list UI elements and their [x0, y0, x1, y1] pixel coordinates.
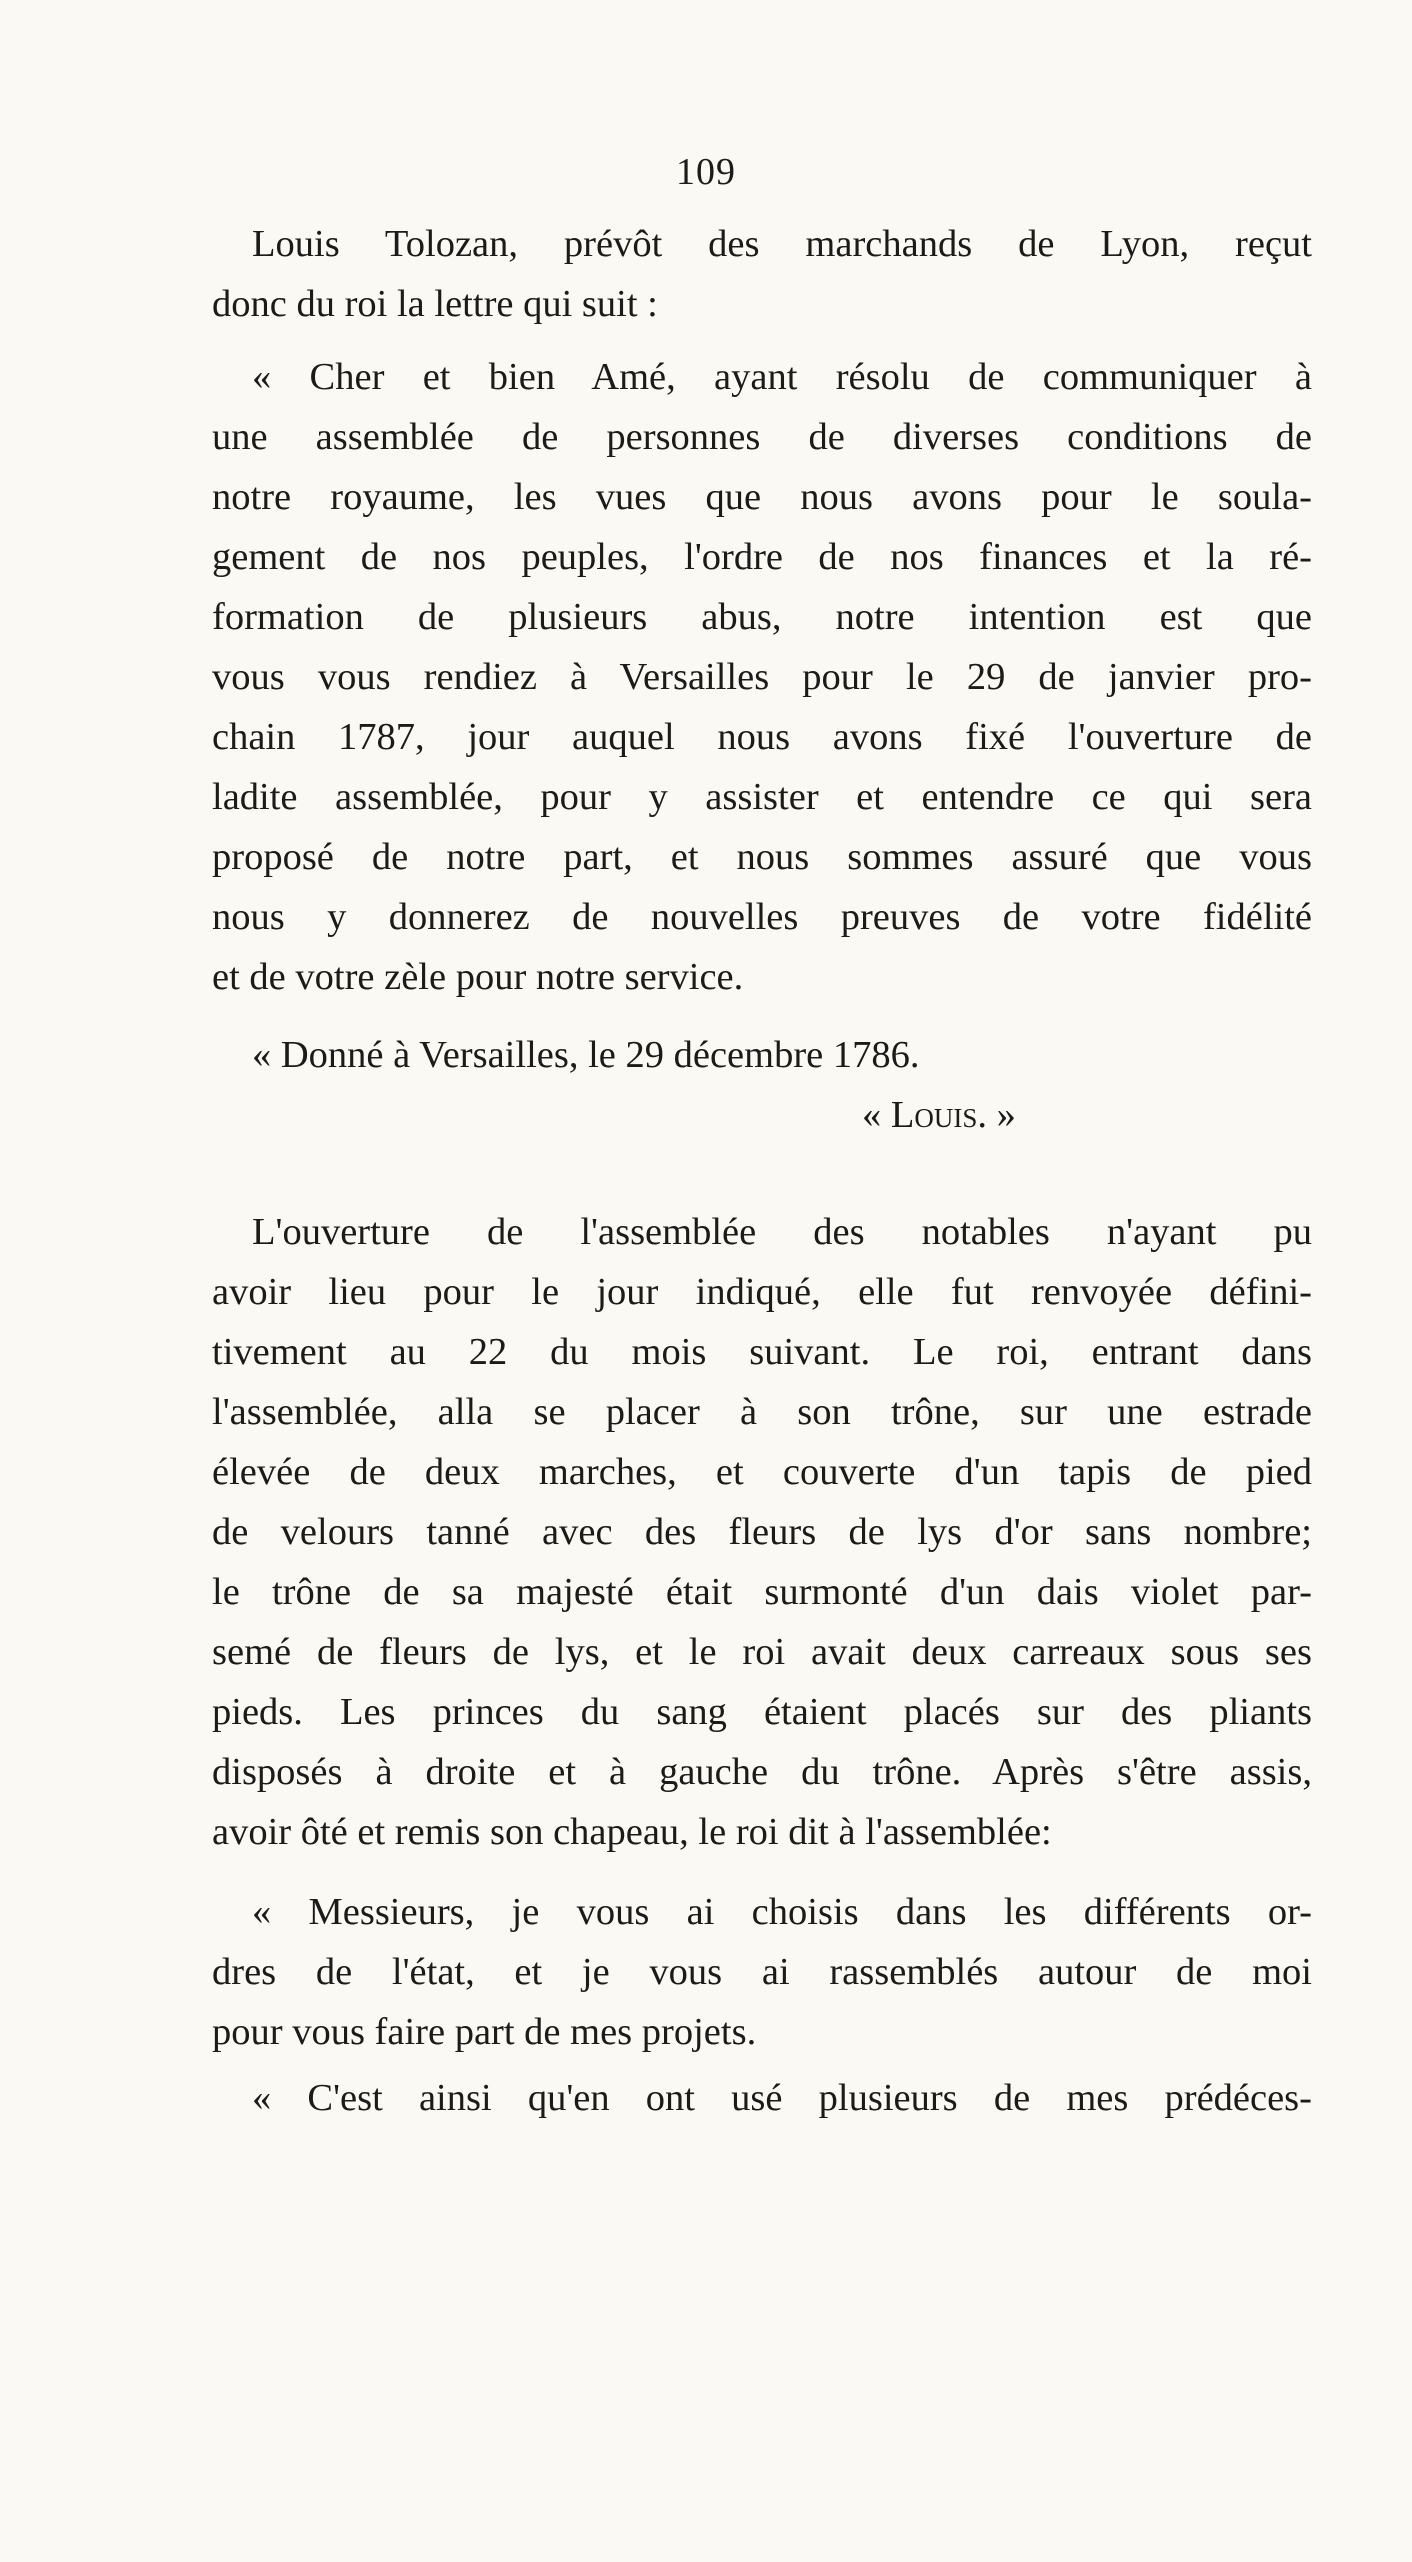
dateline: « Donné à Versailles, le 29 décembre 1786. [252, 1034, 920, 1076]
text-line: ladite assemblée, pour y assister et entendre ce qui sera [212, 776, 1312, 818]
text-line: notre royaume, les vues que nous avons pour le soula- [212, 476, 1312, 518]
text-line: disposés à droite et à gauche du trône. Après s'être assis, [212, 1751, 1312, 1793]
text-line: donc du roi la lettre qui suit : [212, 283, 658, 325]
text-line: « Messieurs, je vous ai choisis dans les différents or- [252, 1891, 1312, 1933]
letter-closing [212, 1025, 1312, 1145]
text-line: élevée de deux marches, et couverte d'un tapis de pied [212, 1451, 1312, 1493]
text-line: « Cher et bien Amé, ayant résolu de communiquer à [252, 356, 1312, 398]
text-line: de velours tanné avec des fleurs de lys d'or sans nombre; [212, 1511, 1312, 1553]
text-line: pieds. Les princes du sang étaient placés sur des pliants [212, 1691, 1312, 1733]
text-line: gement de nos peuples, l'ordre de nos finances et la ré- [212, 536, 1312, 578]
text-line: L'ouverture de l'assemblée des notables n'ayant pu [252, 1211, 1312, 1253]
text-line: nous y donnerez de nouvelles preuves de votre fidélité [212, 896, 1312, 938]
text-line: « C'est ainsi qu'en ont usé plusieurs de mes prédéces- [252, 2077, 1312, 2119]
text-line: proposé de notre part, et nous sommes assuré que vous [212, 836, 1312, 878]
text-line: l'assemblée, alla se placer à son trône, sur une estrade [212, 1391, 1312, 1433]
page-number: 109 [676, 151, 736, 193]
text-line: avoir ôté et remis son chapeau, le roi dit à l'assemblée: [212, 1811, 1052, 1853]
text-line: chain 1787, jour auquel nous avons fixé l'ouverture de [212, 716, 1312, 758]
paragraph-assembly [212, 1202, 1312, 1862]
text-line: avoir lieu pour le jour indiqué, elle fut renvoyée défini- [212, 1271, 1312, 1313]
text-line: une assemblée de personnes de diverses conditions de [212, 416, 1312, 458]
text-line: le trône de sa majesté était surmonté d'un dais violet par- [212, 1571, 1312, 1613]
paragraph-speech [212, 1882, 1312, 2062]
text-line: pour vous faire part de mes projets. [212, 2011, 757, 2053]
text-line: vous vous rendiez à Versailles pour le 29 de janvier pro- [212, 656, 1312, 698]
text-line: tivement au 22 du mois suivant. Le roi, entrant dans [212, 1331, 1312, 1373]
text-line: semé de fleurs de lys, et le roi avait deux carreaux sous ses [212, 1631, 1312, 1673]
paragraph-letter [212, 347, 1312, 1007]
text-line: Louis Tolozan, prévôt des marchands de Lyon, reçut [252, 223, 1312, 265]
signature: « Louis. » [862, 1094, 1016, 1136]
paragraph-speech-continued [212, 2068, 1312, 2128]
text-line: dres de l'état, et je vous ai rassemblés autour de moi [212, 1951, 1312, 1993]
text-line: formation de plusieurs abus, notre intention est que [212, 596, 1312, 638]
text-line: et de votre zèle pour notre service. [212, 956, 744, 998]
paragraph-intro [212, 214, 1312, 334]
